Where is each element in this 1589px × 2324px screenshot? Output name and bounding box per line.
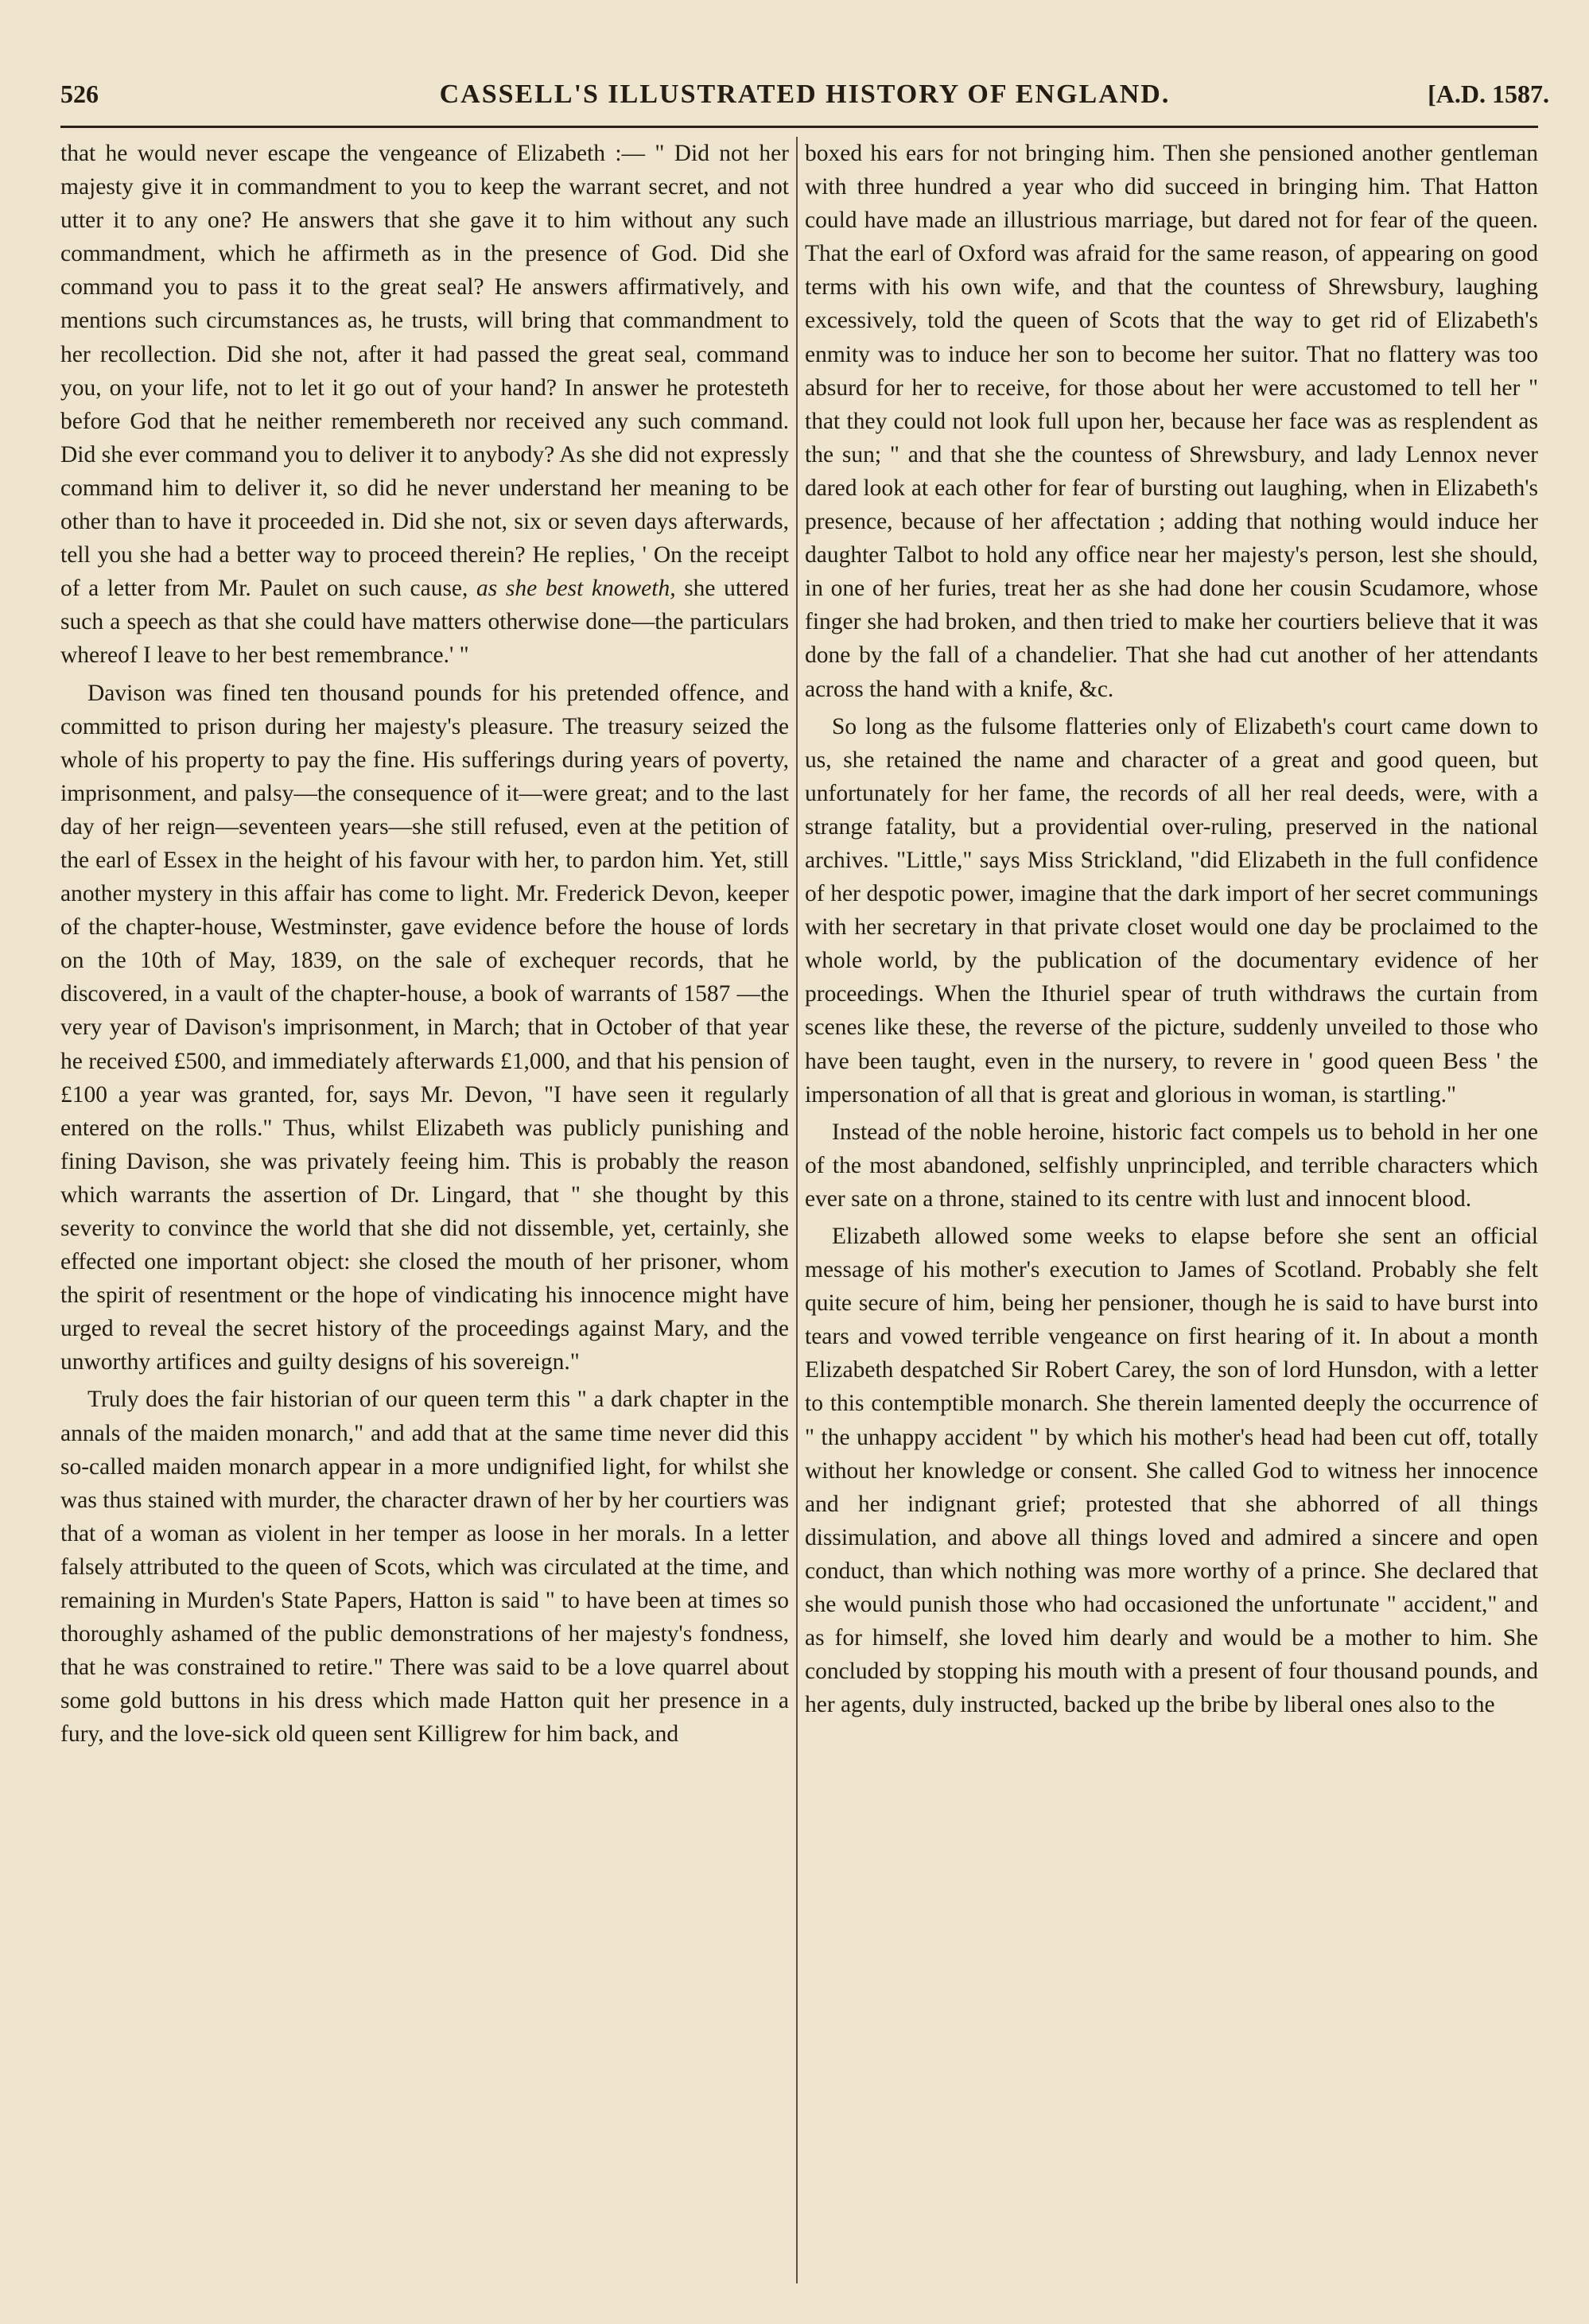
paragraph: Instead of the noble heroine, historic fact compels us to behold in her one of the most abandoned, selfishly unprincipled, and terrible characters which ever sate on a throne, stained to its centre with lust and innocent blood. [805, 1119, 1538, 1212]
paragraph-text: she uttered such a speech as that she could have matters otherwise done—the particulars whereof I leave to her best remembrance.' " [60, 576, 789, 669]
paragraph: Truly does the fair historian of our queen term this " a dark chapter in the annals of the maiden monarch," and add that at the same time never did this so-called maiden monarch appear in a more undignified light, for whilst she was thus stained with murder, the character drawn of her by her courtiers was that of a woman as violent in her temper as loose in her morals. In a letter falsely attributed to the queen of Scots, which was circulated at the time, and remaining in Murden's State Papers, Hatton is said " to have been at times so thoroughly ashamed of the public demonstrations of her majesty's fondness, that he was constrained to retire." There was said to be a love quarrel about some gold buttons in his dress which made Hatton quit her presence in a fury, and the love-sick old queen sent Killigrew for him back, and [60, 1387, 789, 1748]
paragraph: So long as the fulsome flatteries only of Elizabeth's court came down to us, she retained the name and character of a great and good queen, but unfortunately for her fame, the records of all her real deeds, were, with a strange fatality, but a providential over-ruling, preserved in the national archives. "Little," says Miss Strickland, "did Elizabeth in the full confidence of her despotic power, imagine that the dark import of her secret communings with her secretary in that private closet would one day be proclaimed to the whole world, by the publication of the documentary evidence of her proceedings. When the Ithuriel spear of truth withdraws the curtain from scenes like these, the reverse of the picture, suddenly unveiled to those who have been taught, even in the nursery, to revere in ' good queen Bess ' the impersonation of all that is great and glorious in woman, is startling." [805, 713, 1538, 1108]
column-divider [796, 137, 798, 2283]
page-number: 526 [60, 80, 99, 108]
paragraph: Elizabeth allowed some weeks to elapse before she sent an official message of his mother's execution to James of Scotland. Probably she felt quite secure of him, being her pensioner, though he is said to have burst into tears and vowed terrible vengeance on first hearing of it. In about a month Elizabeth despatched Sir Robert Carey, the son of lord Hunsdon, with a letter to this contemptible monarch. She therein lamented deeply the occurrence of " the unhappy accident " by which his mother's head had been cut off, totally without her knowledge or consent. She called God to witness her innocence and her indignant grief; protested that she abhorred of all things dissimulation, and above all things loved and admired a sincere and open conduct, than which nothing was more worthy of a prince. She declared that she would punish those who had occasioned the unfortunate " accident," and as for himself, she loved him dearly and would be a mother to him. She concluded by stopping his mouth with a present of four thousand pounds, and her agents, duly instructed, backed up the bribe by liberal ones also to the [805, 1224, 1538, 1718]
header-date: [A.D. 1587. [1428, 80, 1549, 108]
running-header [60, 80, 1549, 116]
paragraph: Davison was fined ten thousand pounds for his pretended offence, and committed to prison during her majesty's pleasure. The treasury seized the whole of his property to pay the fine. His sufferings during years of poverty, imprisonment, and palsy—the consequence of it—were great; and to the last day of her reign—seventeen years—she still refused, even at the petition of the earl of Essex in the height of his favour with her, to pardon him. Yet, still another mystery in this affair has come to light. Mr. Frederick Devon, keeper of the chapter-house, Westminster, gave evidence before the house of lords on the 10th of May, 1839, on the sale of exchequer records, that he discovered, in a vault of the chapter-house, a book of warrants of 1587 —the very year of Davison's imprisonment, in March; that in October of that year he received £500, and immediately afterwards £1,000, and that his pension of £100 a year was granted, for, says Mr. Devon, "I have seen it regularly entered on the rolls." Thus, whilst Elizabeth was publicly punishing and fining Davison, she was privately feeing him. This is probably the reason which warrants the assertion of Dr. Lingard, that " she thought by this severity to convince the world that she did not dissemble, yet, certainly, she effected one important object: she closed the mouth of her prisoner, whom the spirit of resentment or the hope of vindicating his innocence might have urged to reveal the secret history of the proceedings against Mary, and the unworthy artifices and guilty designs of his sovereign." [60, 680, 789, 1375]
left-column [60, 137, 789, 2283]
paragraph: boxed his ears for not bringing him. Then she pensioned another gentleman with three hundred a year who did succeed in bringing him. That Hatton could have made an illustrious marriage, but dared not for fear of the queen. That the earl of Oxford was afraid for the same reason, of appearing on good terms with his own wife, and that the countess of Shrewsbury, laughing excessively, told the queen of Scots that the way to get rid of Elizabeth's enmity was to induce her son to become her suitor. That no flattery was too absurd for her to receive, for those about her were accustomed to tell her " that they could not look full upon her, because her face was as resplendent as the sun; " and that she the countess of Shrewsbury, and lady Lennox never dared look at each other for fear of bursting out laughing, when in Elizabeth's presence, because of her affectation ; adding that nothing would induce her daughter Talbot to hold any office near her majesty's person, lest she should, in one of her furies, treat her as she had done her cousin Scudamore, whose finger she had broken, and then tried to make her courtiers believe that it was done by the fall of a chandelier. That she had cut another of her attendants across the hand with a knife, &c. [805, 141, 1538, 702]
running-title: CASSELL'S ILLUSTRATED HISTORY OF ENGLAND. [439, 80, 1171, 109]
paragraph [60, 137, 789, 673]
right-column [805, 137, 1538, 2283]
paragraph-text: that he would never escape the vengeance of Elizabeth :— " Did not her majesty give it in commandment to you to keep the warrant secret, and not utter it to any one? He answers that she gave it to him without any such commandment, which he affirmeth as in the presence of God. Did she command you to pass it to the great seal? He answers affirmatively, and mentions such circumstances as, he trusts, will bring that commandment to her recollection. Did she not, after it had passed the great seal, command you, on your life, not to let it go out of your hand? In answer he protesteth before God that he neither remembereth nor received any such command. Did she ever command you to deliver it to anybody? As she did not expressly command him to deliver it, so did he never understand her meaning to be other than to have it proceeded in. Did she not, six or seven days afterwards, tell you she had a better way to proceed therein? He replies, ' On the receipt of a letter from Mr. Paulet on such cause, [60, 141, 789, 602]
italic-quote: as she best knoweth, [476, 576, 676, 602]
header-rule [60, 126, 1538, 128]
